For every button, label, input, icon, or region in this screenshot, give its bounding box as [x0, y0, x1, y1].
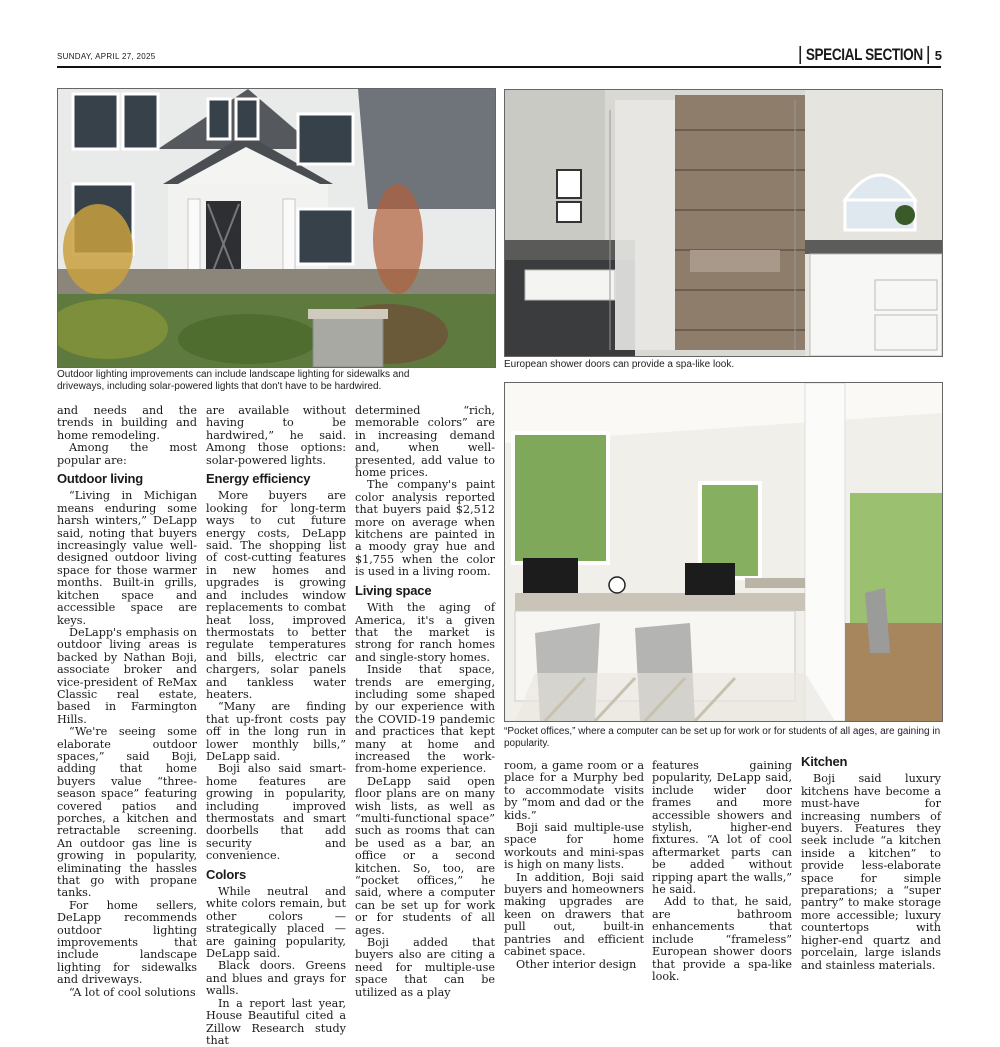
subhead-living-space: Living space [355, 582, 432, 598]
office-photo-caption: “Pocket offices,” where a computer can be set up for work or for students of all ages, are gaining in popularity. [504, 726, 941, 749]
paragraph: Boji also said smart-home features are growing in popularity, including improved thermostats and smart doorbells that add security and convenience. [206, 762, 346, 863]
paragraph: Among the most popular are: [57, 441, 197, 467]
section-name: SPECIAL SECTION [799, 46, 929, 64]
issue-date: SUNDAY, APRIL 27, 2025 [57, 52, 156, 61]
paragraph: and needs and the trends in building and home remodeling. [57, 404, 197, 442]
paragraph: Black doors. Greens and blues and grays for walls. [206, 959, 346, 998]
article-column-4 [504, 760, 644, 971]
paragraph: For home sellers, DeLapp recommends outdoor lighting improvements that include landscape lighting for sidewalks and driveways. [57, 898, 197, 987]
article-column-3 [355, 405, 495, 999]
subhead-energy-efficiency: Energy efficiency [206, 471, 311, 487]
page-number: 5 [934, 47, 942, 63]
paragraph: Other interior design [516, 957, 637, 971]
paragraph: In addition, Boji said buyers and homeowners making upgrades are keen on drawers that pull out, built-in pantries and efficient cabinet space. [504, 870, 644, 959]
paragraph: DeLapp's emphasis on outdoor living areas is backed by Nathan Boji, associate broker and vice-president of ReMax Classic real estate, based in Farmington Hills. [57, 625, 197, 726]
paragraph: Boji said luxury kitchens have become a must-have for increasing numbers of buyers. Features they seek include “a kitchen inside a kitchen” to provide less-elaborate space for simple preparations; a “super pantry” to make storage more accessible; luxury countertops with higher-end quartz and porcelain, large islands and stainless materials. [801, 772, 941, 972]
paragraph: are available without having to be hardwired,” he said. Among those options: solar-powered lights. [206, 404, 346, 467]
article-column-1 [57, 405, 197, 999]
paragraph: “Living in Michigan means enduring some harsh winters,” DeLapp said, noting that buyers increasingly value well-designed outdoor living space for those warmer months. Built-in grills, kitchen space and accessible space are keys. [57, 489, 197, 627]
article-column-2 [206, 405, 346, 1047]
section-header [767, 46, 942, 64]
paragraph: Add to that, he said, are bathroom enhancements that include “frameless” European shower doors that provide a spa-like look. [652, 895, 792, 983]
header-rule [57, 66, 941, 68]
paragraph: While neutral and white colors remain, but other colors — strategically placed — are gaining popularity, DeLapp said. [206, 885, 346, 961]
paragraph: determined “rich, memorable colors” are in increasing demand and, when well-presented, add value to home prices. [355, 404, 495, 480]
paragraph: “Many are finding that up-front costs pay off in the long run in lower monthly bills,” DeLapp said. [206, 700, 346, 763]
paragraph: Inside that space, trends are emerging, including some shaped by our experience with the COVID-19 pandemic and practices that kept many at home and increased the work-from-home experience. [355, 663, 495, 776]
house-photo-caption: Outdoor lighting improvements can include landscape lighting for sidewalks and driveways, including solar-powered lights that don't have to be hardwired. [57, 369, 410, 392]
paragraph: “A lot of cool solutions [69, 985, 196, 999]
subhead-colors: Colors [206, 866, 246, 882]
paragraph: Boji said multiple-use space for home workouts and mini-spas is high on many lists. [504, 821, 644, 872]
paragraph: The company's paint color analysis reported that buyers paid $2,512 more on average when kitchens are painted in a moody gray hue and $1,755 when the color is used in a living room. [355, 478, 495, 579]
paragraph: features gaining popularity, DeLapp said, include wider door frames and more accessible showers and stylish, higher-end fixtures. “A lot of cool aftermarket parts can be added without ripping apart the walls,” he said. [652, 759, 792, 897]
paragraph: More buyers are looking for long-term ways to cut future energy costs, DeLapp said. The shopping list of cost-cutting features in new homes and upgrades is growing and includes window replacements to combat heat loss, improved thermostats to better regulate temperatures and bills, electric car chargers, solar panels and tankless water heaters. [206, 489, 346, 701]
pocket-office-photo [504, 382, 943, 722]
article-column-6 [801, 756, 941, 972]
article-column-5 [652, 760, 792, 983]
shower-photo [504, 89, 943, 357]
paragraph: “We're seeing some elaborate outdoor spaces,” said Boji, adding that home buyers value “three-season space” featuring covered patios and porches, a kitchen and retractable screening. An outdoor gas line is growing in popularity, eliminating the hassles that go with propane tanks. [57, 725, 197, 900]
paragraph: DeLapp said open floor plans are on many wish lists, as well as “multi-functional space” such as rooms that can be used as a bar, an office or a second kitchen. So, too, are “pocket offices,” he said, where a computer can be set up for work or for students of all ages. [355, 774, 495, 937]
paragraph: room, a game room or a place for a Murphy bed to accommodate visits by “mom and dad or the kids.” [504, 759, 644, 822]
paragraph: With the aging of America, it's a given that the market is strong for ranch homes and single-story homes. [355, 601, 495, 664]
house-exterior-photo [57, 88, 496, 368]
subhead-outdoor-living: Outdoor living [57, 471, 144, 487]
paragraph: Boji added that buyers also are citing a need for multiple-use space that can be utilized as a play [355, 936, 495, 999]
paragraph: In a report last year, House Beautiful cited a Zillow Research study that [206, 996, 346, 1047]
shower-photo-caption: European shower doors can provide a spa-like look. [504, 359, 735, 370]
subhead-kitchen: Kitchen [801, 754, 848, 769]
